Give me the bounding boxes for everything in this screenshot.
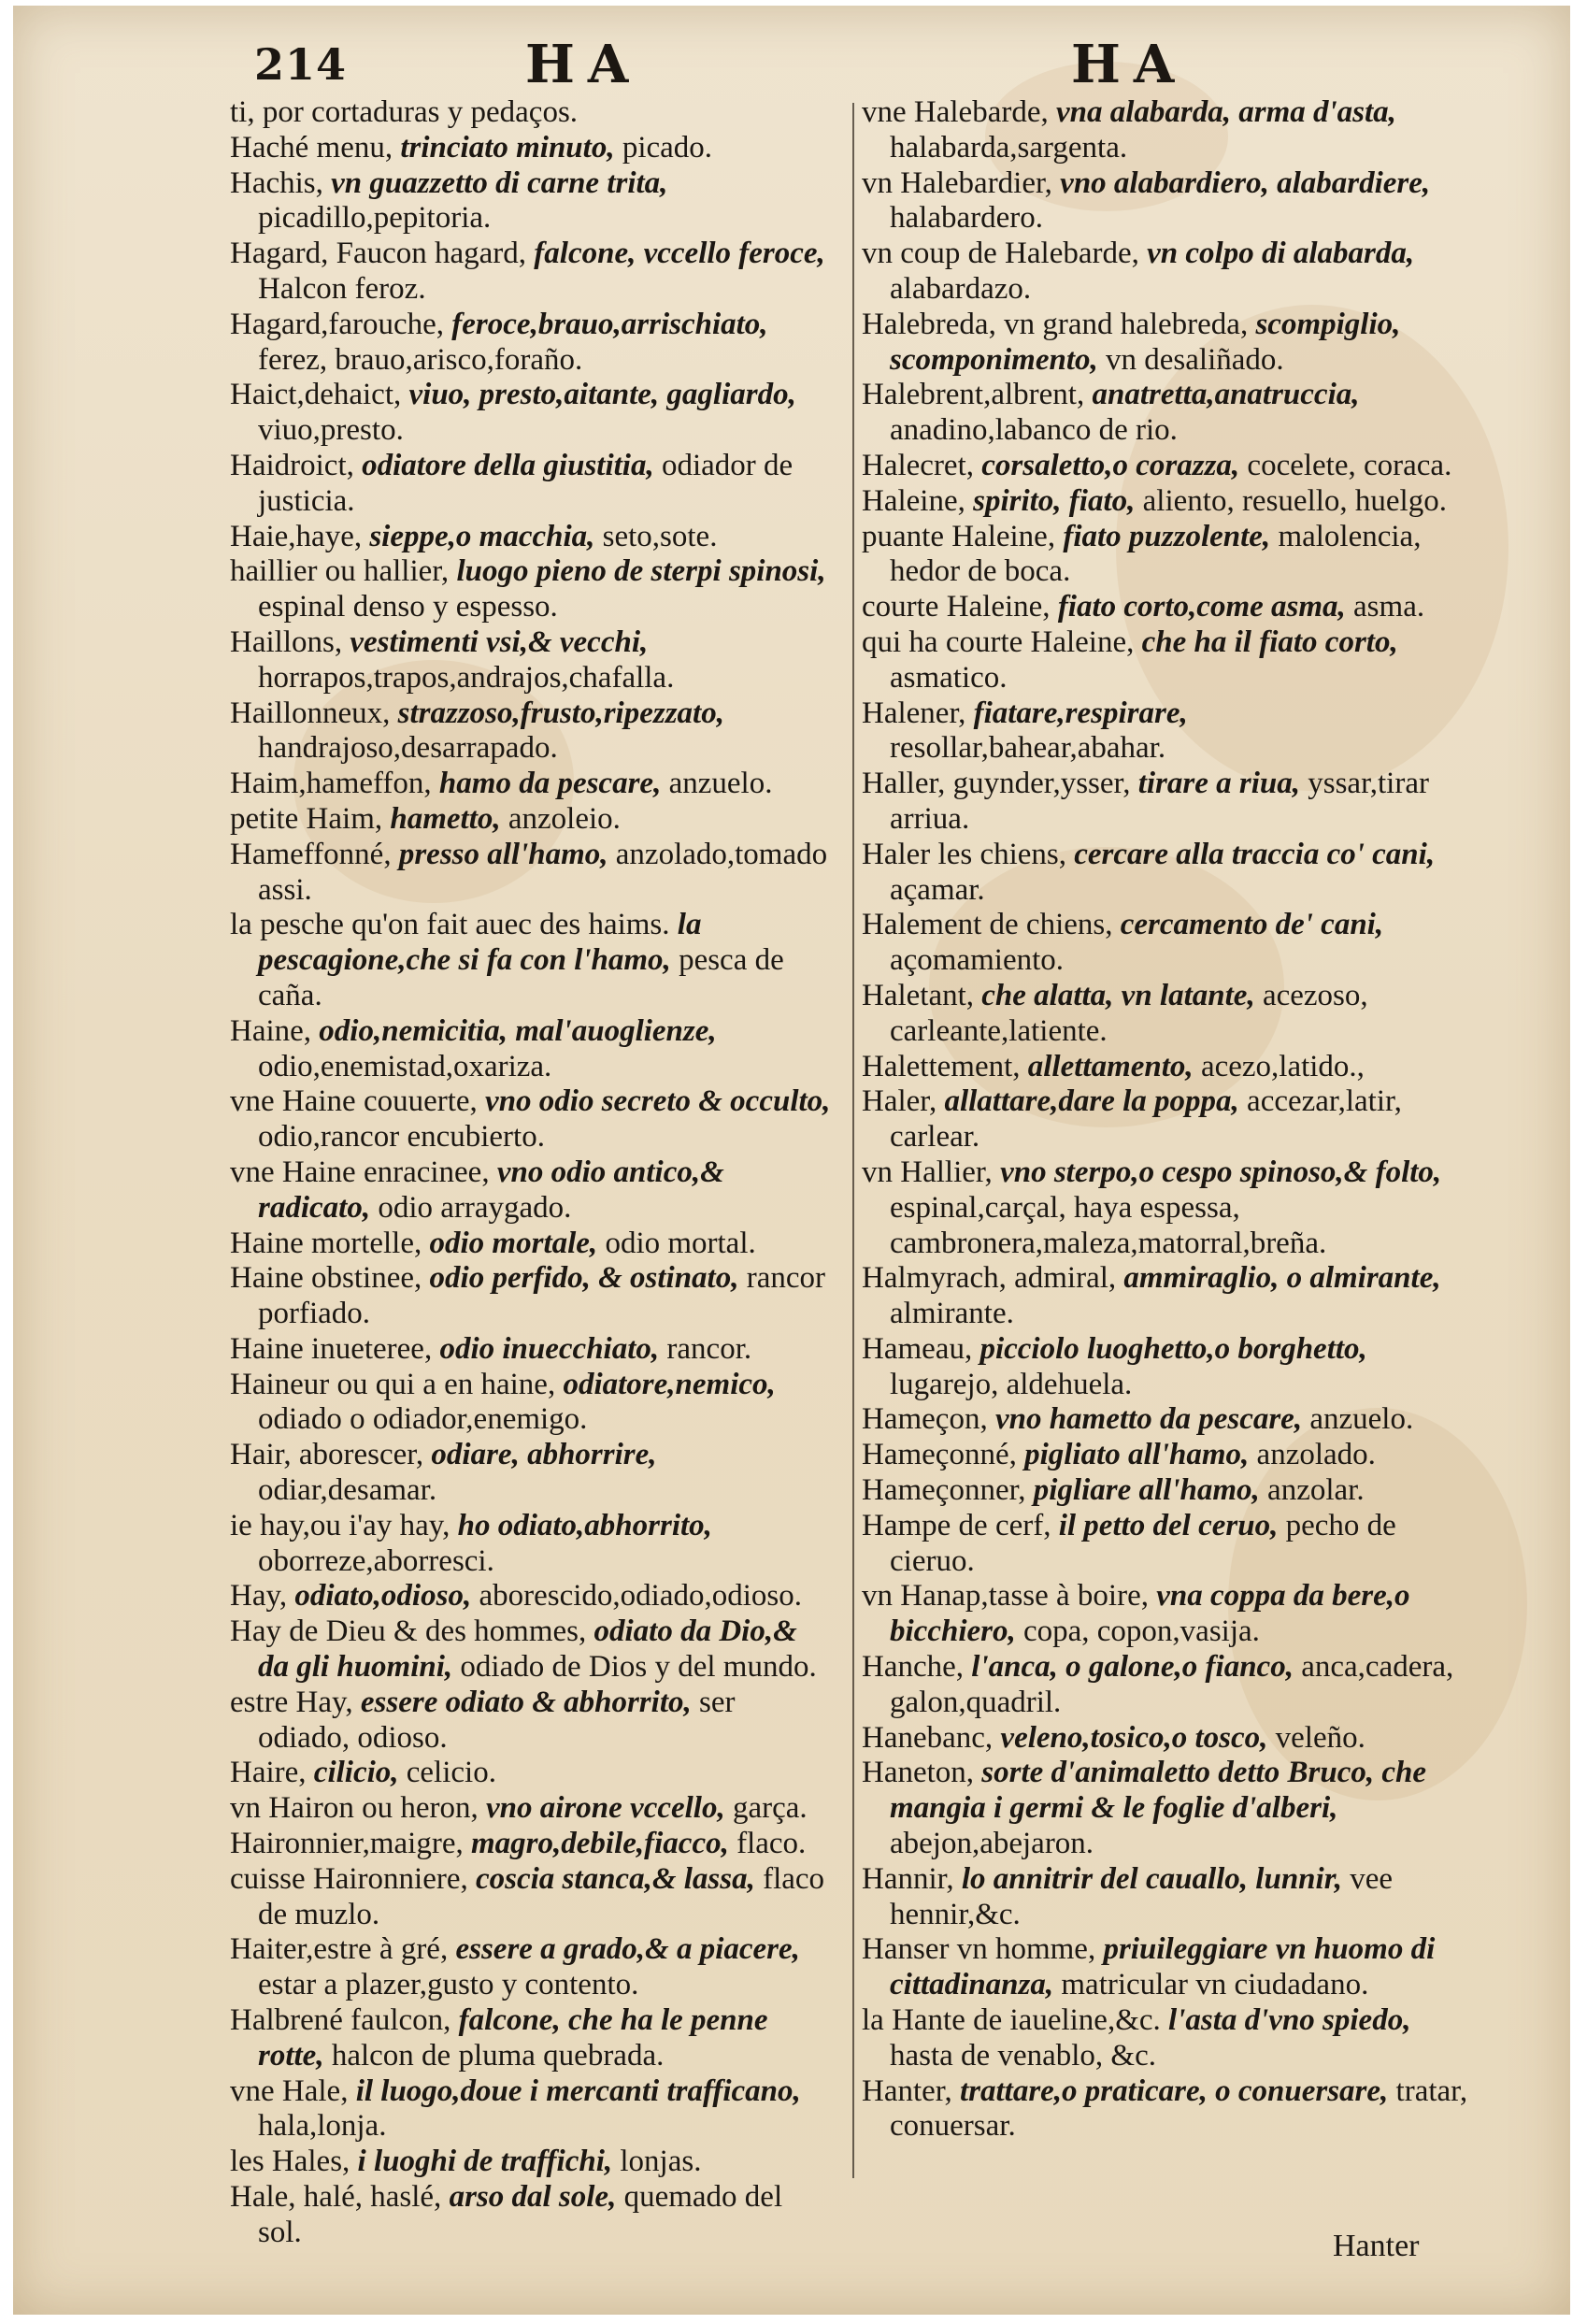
entry-italian: odio inuecchiato,: [439, 1331, 660, 1366]
entry-headword: Halement de chiens,: [862, 908, 1113, 942]
dictionary-entry: [230, 1155, 834, 1227]
dictionary-entry: [862, 378, 1469, 449]
dictionary-entry: [862, 1402, 1469, 1438]
entry-headword: Haiter,estre à gré,: [230, 1932, 449, 1967]
entry-italian: vna alabarda, arma d'asta,: [1055, 95, 1396, 129]
entry-spanish: anca,cadera, galon,quadril.: [890, 1650, 1454, 1719]
entry-italian: vno sterpo,o cespo spinoso,& folto,: [1000, 1155, 1442, 1189]
entry-italian: sorte d'animaletto detto Bruco, che mangia i germi & le foglie d'alberi,: [890, 1756, 1427, 1826]
entry-spanish: horrapos,trapos,andrajos,chafalla.: [258, 660, 675, 695]
entry-headword: Hanebanc,: [862, 1720, 994, 1755]
entry-headword: Hay,: [230, 1579, 288, 1614]
entry-spanish: veleño.: [1275, 1720, 1365, 1755]
entry-italian: fiatare,respirare,: [973, 696, 1188, 730]
entry-headword: courte Haleine,: [862, 590, 1051, 624]
dictionary-entry: [862, 1261, 1469, 1332]
dictionary-entry: [230, 1227, 834, 1262]
entry-italian: odiatore della giustitia,: [362, 448, 654, 482]
entry-italian: vno alabardiero, alabardiere,: [1060, 165, 1431, 200]
dictionary-entry: [230, 449, 834, 520]
entry-spanish: halcon de pluma quebrada.: [331, 2038, 665, 2073]
entry-headword: la Hante de iaueline,&c.: [862, 2003, 1161, 2038]
entry-spanish: acezo,latido.,: [1200, 1049, 1365, 1083]
entry-headword: la pesche qu'on fait auec des haims.: [230, 908, 670, 942]
entry-spanish: odio arraygado.: [378, 1190, 572, 1225]
entry-italian: odio mortale,: [429, 1226, 598, 1260]
dictionary-entry: [862, 1473, 1469, 1509]
entry-spanish: seto,sote.: [602, 519, 718, 553]
entry-italian: vno airone vccello,: [486, 1791, 725, 1826]
entry-italian: che ha il fiato corto,: [1141, 624, 1398, 659]
entry-spanish: aborescido,odiado,odioso.: [479, 1579, 802, 1614]
dictionary-entry: [230, 237, 834, 308]
entry-italian: vestimenti vsi,& vecchi,: [350, 624, 649, 659]
entry-italian: falcone, vccello feroce,: [534, 237, 825, 271]
entry-spanish: odio,rancor encubierto.: [258, 1120, 545, 1155]
dictionary-entry: [230, 625, 834, 696]
entry-spanish: asma.: [1353, 590, 1425, 624]
entry-headword: puante Haleine,: [862, 519, 1056, 553]
entry-spanish: pecho de cieruo.: [890, 1508, 1396, 1578]
entry-spanish: celicio.: [406, 1756, 496, 1790]
entry-spanish: quemado del sol.: [258, 2180, 783, 2249]
dictionary-entry: [862, 838, 1469, 909]
dictionary-entry: [862, 1756, 1469, 1861]
entry-italian: odio perfido, & ostinato,: [429, 1261, 739, 1296]
entry-headword: Hanche,: [862, 1650, 965, 1685]
dictionary-entry: [230, 802, 834, 838]
entry-headword: Haillons,: [230, 624, 343, 659]
entry-italian: essere odiato & abhorrito,: [360, 1685, 692, 1719]
dictionary-entry: [862, 484, 1469, 520]
entry-italian: pigliato all'hamo,: [1024, 1438, 1250, 1472]
entry-spanish: asmatico.: [890, 660, 1008, 695]
entry-italian: vna coppa da bere,o bicchiero,: [890, 1579, 1410, 1649]
dictionary-entry: [862, 449, 1469, 484]
entry-italian: anatretta,anatruccia,: [1092, 378, 1360, 412]
dictionary-entry: [230, 1014, 834, 1085]
dictionary-entry: [862, 1579, 1469, 1650]
dictionary-entry: [230, 520, 834, 555]
entry-spanish: Halcon feroz.: [258, 271, 426, 306]
entry-headword: Hameçon,: [862, 1402, 988, 1437]
entry-headword: Hair, aborescer,: [230, 1438, 424, 1472]
entry-headword: Haine,: [230, 1013, 312, 1048]
entry-headword: cuisse Haironniere,: [230, 1861, 468, 1896]
entry-spanish: anzolar.: [1267, 1473, 1365, 1508]
entry-spanish: malolencia, hedor de boca.: [890, 519, 1422, 589]
entry-headword: Haict,dehaict,: [230, 378, 402, 412]
entry-spanish: odio mortal.: [605, 1226, 756, 1260]
entry-italian: l'anca, o galone,o fianco,: [971, 1650, 1294, 1685]
entry-headword: haillier ou hallier,: [230, 554, 450, 589]
entry-spanish: ferez, brauo,arisco,foraño.: [258, 342, 583, 377]
entry-spanish: ser odiado, odioso.: [258, 1685, 736, 1755]
entry-spanish: abejon,abejaron.: [890, 1827, 1094, 1861]
entry-italian: spirito, fiato,: [973, 483, 1136, 518]
entry-spanish: anadino,labanco de rio.: [890, 413, 1178, 448]
dictionary-entry: [230, 2180, 834, 2251]
entry-headword: vn coup de Halebarde,: [862, 237, 1139, 271]
column-divider: [852, 103, 854, 2178]
dictionary-entry: [230, 1509, 834, 1580]
entry-headword: vn Hallier,: [862, 1155, 993, 1189]
entry-spanish: vn desaliñado.: [1106, 342, 1284, 377]
entry-italian: odio,nemicitia, mal'auoglienze,: [319, 1013, 717, 1048]
entry-italian: luogo pieno de sterpi spinosi,: [456, 554, 826, 589]
entry-italian: vno odio secreto & occulto,: [485, 1084, 831, 1119]
dictionary-entry: [862, 2074, 1469, 2145]
entry-italian: fiato puzzolente,: [1063, 519, 1271, 553]
dictionary-entry: [230, 1438, 834, 1509]
entry-italian: odiatore,nemico,: [563, 1367, 776, 1401]
entry-spanish: anzuelo.: [1309, 1402, 1414, 1437]
entry-italian: lo annitrir del cauallo, lunnir,: [961, 1861, 1342, 1896]
entry-italian: priuileggiare vn huomo di cittadinanza,: [890, 1932, 1436, 2002]
entry-spanish: halabardero.: [890, 201, 1043, 236]
entry-italian: fiato corto,come asma,: [1057, 590, 1346, 624]
entry-spanish: anzoleio.: [508, 801, 621, 836]
entry-italian: i luoghi de traffichi,: [357, 2145, 613, 2179]
dictionary-entry: [230, 2145, 834, 2180]
dictionary-entry: [862, 625, 1469, 696]
entry-spanish: odiar,desamar.: [258, 1473, 437, 1508]
entry-italian: ammiraglio, o almirante,: [1123, 1261, 1441, 1296]
dictionary-entry: [862, 1050, 1469, 1085]
entry-spanish: oborreze,aborresci.: [258, 1543, 494, 1578]
entry-headword: Hannir,: [862, 1861, 954, 1896]
entry-headword: Haller, guynder,ysser,: [862, 767, 1131, 801]
dictionary-entry: [230, 2074, 834, 2145]
entry-italian: odiato,odioso,: [294, 1579, 472, 1614]
entry-headword: Haire,: [230, 1756, 307, 1790]
entry-headword: vne Hale,: [230, 2073, 349, 2108]
dictionary-entry: [230, 767, 834, 802]
entry-headword: Haler,: [862, 1084, 937, 1119]
entry-italian: odiare, abhorrire,: [431, 1438, 657, 1472]
entry-spanish: viuo,presto.: [258, 413, 404, 448]
entry-spanish: almirante.: [890, 1297, 1014, 1331]
entry-headword: Haillonneux,: [230, 696, 391, 730]
entry-spanish: odiado de Dios y del mundo.: [460, 1650, 817, 1685]
entry-italian: l'asta d'vno spiedo,: [1168, 2003, 1411, 2038]
entry-headword: Haletant,: [862, 978, 975, 1012]
entry-spanish: odiado o odiador,enemigo.: [258, 1402, 588, 1437]
entry-headword: Hanter,: [862, 2073, 952, 2108]
entry-italian: trinciato minuto,: [400, 130, 615, 165]
entry-italian: vno odio antico,& radicato,: [258, 1155, 724, 1225]
entry-spanish: vee hennir,&c.: [890, 1861, 1394, 1931]
dictionary-entry: [230, 95, 834, 131]
entry-headword: Haidroict,: [230, 448, 354, 482]
entry-italian: trattare,o praticare, o conuersare,: [959, 2073, 1389, 2108]
entry-headword: Halmyrach, admiral,: [862, 1261, 1117, 1296]
entry-headword: vne Halebarde,: [862, 95, 1049, 129]
entry-headword: Haironnier,maigre,: [230, 1827, 464, 1861]
entry-headword: Hampe de cerf,: [862, 1508, 1051, 1542]
entry-headword: Haine mortelle,: [230, 1226, 422, 1260]
dictionary-entry: [230, 1932, 834, 2003]
entry-spanish: rancor.: [666, 1331, 752, 1366]
entry-spanish: aliento, resuello, huelgo.: [1142, 483, 1447, 518]
catchword: Hanter: [1333, 2229, 1420, 2263]
dictionary-entry: [230, 908, 834, 1013]
dictionary-entry: [230, 1686, 834, 1757]
dictionary-entry: [230, 1084, 834, 1155]
entry-headword: Haine obstinee,: [230, 1261, 422, 1296]
entry-spanish: halabarda,sargenta.: [890, 130, 1128, 165]
right-column: [862, 95, 1469, 2145]
entry-italian: coscia stanca,& lassa,: [476, 1861, 755, 1896]
entry-spanish: açamar.: [890, 872, 985, 907]
entry-spanish: espinal denso y espesso.: [258, 590, 558, 624]
running-head-right: HA: [1071, 34, 1188, 95]
entry-italian: arso dal sole,: [449, 2180, 617, 2215]
dictionary-entry: [230, 1579, 834, 1614]
entry-headword: les Hales,: [230, 2145, 350, 2179]
dictionary-entry: [862, 1438, 1469, 1473]
dictionary-entry: [862, 979, 1469, 1050]
dictionary-entry: [862, 1155, 1469, 1261]
entry-spanish: anzolado,tomado assi.: [258, 837, 828, 907]
entry-spanish: accezar,latir, carlear.: [890, 1084, 1402, 1155]
entry-spanish: espinal,carçal, haya espessa, cambronera,maleza,matorral,breña.: [890, 1190, 1327, 1260]
entry-headword: Haneton,: [862, 1756, 975, 1790]
entry-headword: Haie,haye,: [230, 519, 363, 553]
entry-headword: Hameçonné,: [862, 1438, 1017, 1472]
entry-italian: pigliare all'hamo,: [1033, 1473, 1260, 1508]
entry-italian: strazzoso,frusto,ripezzato,: [397, 696, 724, 730]
dictionary-entry: [230, 1332, 834, 1368]
entry-italian: veleno,tosico,o tosco,: [1000, 1720, 1268, 1755]
entry-headword: Hanser vn homme,: [862, 1932, 1096, 1967]
entry-headword: Haler les chiens,: [862, 837, 1066, 871]
entry-italian: la pescagione,che si fa con l'hamo,: [258, 908, 702, 978]
entry-italian: presso all'hamo,: [398, 837, 608, 871]
entry-italian: cilicio,: [313, 1756, 399, 1790]
dictionary-entry: [230, 1862, 834, 1933]
entry-italian: hametto,: [390, 801, 501, 836]
entry-headword: ie hay,ou i'ay hay,: [230, 1508, 450, 1542]
entry-spanish: flaco.: [736, 1827, 807, 1861]
entry-spanish: estar a plazer,gusto y contento.: [258, 1968, 639, 2002]
entry-spanish: alabardazo.: [890, 271, 1032, 306]
entry-spanish: lugarejo, aldehuela.: [890, 1367, 1133, 1401]
entry-headword: Haleine,: [862, 483, 965, 518]
dictionary-entry: [862, 767, 1469, 838]
entry-spanish: yssar,tirar arriua.: [890, 767, 1429, 836]
entry-headword: vne Haine couuerte,: [230, 1084, 478, 1119]
entry-spanish: hasta de venablo, &c.: [890, 2038, 1156, 2073]
dictionary-entry: [862, 520, 1469, 591]
entry-headword: vn Halebardier,: [862, 165, 1052, 200]
dictionary-entry: [230, 308, 834, 379]
dictionary-entry: [862, 696, 1469, 767]
dictionary-entry: [230, 2003, 834, 2074]
dictionary-entry: [862, 1862, 1469, 1933]
entry-spanish: picado.: [622, 130, 713, 165]
entry-headword: estre Hay,: [230, 1685, 353, 1719]
entry-italian: allettamento,: [1027, 1049, 1194, 1083]
dictionary-entry: [862, 308, 1469, 379]
running-head-left: HA: [525, 34, 642, 95]
entry-italian: feroce,brauo,arrischiato,: [451, 307, 768, 341]
entry-spanish: tratar, conuersar.: [890, 2073, 1468, 2144]
entry-spanish: anzuelo.: [668, 767, 773, 801]
entry-spanish: flaco de muzlo.: [258, 1861, 825, 1931]
entry-italian: cercamento de' cani,: [1120, 908, 1384, 942]
entry-italian: falcone, che ha le penne rotte,: [258, 2003, 768, 2073]
entry-headword: Halener,: [862, 696, 966, 730]
dictionary-entry: [862, 166, 1469, 237]
entry-headword: petite Haim,: [230, 801, 383, 836]
left-column: [230, 95, 834, 2251]
dictionary-entry: [862, 95, 1469, 166]
entry-headword: Halettement,: [862, 1049, 1021, 1083]
entry-spanish: rancor porfiado.: [258, 1261, 825, 1331]
dictionary-entry: [862, 237, 1469, 308]
dictionary-entry: [230, 166, 834, 237]
entry-spanish: ti, por cortaduras y pedaços.: [230, 95, 579, 129]
entry-headword: Haim,hameffon,: [230, 767, 432, 801]
entry-headword: vne Haine enracinee,: [230, 1155, 490, 1189]
entry-spanish: açomamiento.: [890, 943, 1065, 978]
entry-headword: Hale, halé, haslé,: [230, 2180, 442, 2215]
entry-italian: viuo, presto,aitante, gagliardo,: [408, 378, 796, 412]
dictionary-entry: [230, 131, 834, 166]
dictionary-entry: [230, 1261, 834, 1332]
entry-spanish: picadillo,pepitoria.: [258, 201, 492, 236]
entry-italian: vn guazzetto di carne trita,: [331, 165, 668, 200]
dictionary-entry: [230, 1791, 834, 1827]
dictionary-entry: [230, 838, 834, 909]
entry-italian: ho odiato,abhorrito,: [457, 1508, 712, 1542]
entry-headword: Halecret,: [862, 448, 974, 482]
entry-italian: tirare a riua,: [1137, 767, 1300, 801]
dictionary-entry: [862, 1650, 1469, 1721]
entry-italian: che alatta, vn latante,: [981, 978, 1255, 1012]
entry-headword: Halbrené faulcon,: [230, 2003, 451, 2038]
entry-spanish: pesca de caña.: [258, 943, 784, 1012]
entry-headword: Haine inueteree,: [230, 1331, 433, 1366]
entry-italian: cercare alla traccia co' cani,: [1074, 837, 1436, 871]
entry-italian: magro,debile,fiacco,: [471, 1827, 729, 1861]
dictionary-entry: [862, 1932, 1469, 2003]
entry-headword: qui ha courte Haleine,: [862, 624, 1135, 659]
dictionary-entry: [862, 1332, 1469, 1403]
dictionary-entry: [230, 378, 834, 449]
dictionary-entry: [230, 1756, 834, 1791]
entry-spanish: matricular vn ciudadano.: [1061, 1968, 1369, 2002]
dictionary-entry: [862, 2003, 1469, 2074]
entry-headword: vn Hairon ou heron,: [230, 1791, 479, 1826]
entry-headword: Halebreda, vn grand halebreda,: [862, 307, 1249, 341]
entry-headword: Hay de Dieu & des hommes,: [230, 1614, 587, 1649]
dictionary-entry: [230, 696, 834, 767]
entry-italian: allattare,dare la poppa,: [944, 1084, 1239, 1119]
entry-headword: Hameçonner,: [862, 1473, 1026, 1508]
entry-italian: vn colpo di alabarda,: [1147, 237, 1415, 271]
entry-italian: hamo da pescare,: [438, 767, 662, 801]
dictionary-entry: [862, 1721, 1469, 1757]
entry-spanish: handrajoso,desarrapado.: [258, 731, 558, 766]
entry-spanish: lonjas.: [620, 2145, 702, 2179]
entry-italian: essere a grado,& a piacere,: [455, 1932, 800, 1967]
dictionary-entry: [862, 1084, 1469, 1155]
entry-spanish: garça.: [732, 1791, 808, 1826]
entry-headword: Hameau,: [862, 1331, 973, 1366]
entry-italian: sieppe,o macchia,: [369, 519, 595, 553]
entry-spanish: copa, copon,vasija.: [1022, 1614, 1260, 1649]
dictionary-entry: [230, 1827, 834, 1862]
entry-headword: vn Hanap,tasse à boire,: [862, 1579, 1149, 1614]
entry-headword: Haché menu,: [230, 130, 393, 165]
entry-headword: Hameffonné,: [230, 837, 392, 871]
entry-spanish: anzolado.: [1256, 1438, 1376, 1472]
dictionary-entry: [862, 1509, 1469, 1580]
dictionary-entry: [862, 590, 1469, 625]
entry-spanish: cocelete, coraca.: [1247, 448, 1452, 482]
entry-spanish: odio,enemistad,oxariza.: [258, 1049, 552, 1083]
entry-headword: Hagard,farouche,: [230, 307, 445, 341]
entry-italian: vno hametto da pescare,: [994, 1402, 1303, 1437]
entry-spanish: odiador de justicia.: [258, 448, 794, 518]
dictionary-entry: [230, 1368, 834, 1439]
entry-italian: corsaletto,o corazza,: [981, 448, 1240, 482]
entry-italian: il petto del ceruo,: [1058, 1508, 1279, 1542]
entry-headword: Hachis,: [230, 165, 323, 200]
entry-spanish: hala,lonja.: [258, 2109, 387, 2144]
entry-italian: picciolo luoghetto,o borghetto,: [979, 1331, 1367, 1366]
dictionary-entry: [230, 554, 834, 625]
dictionary-entry: [862, 908, 1469, 979]
dictionary-entry: [230, 1614, 834, 1686]
entry-headword: Haineur ou qui a en haine,: [230, 1367, 556, 1401]
entry-headword: Hagard, Faucon hagard,: [230, 237, 527, 271]
entry-italian: scompiglio, scomponimento,: [890, 307, 1401, 377]
entry-italian: il luogo,doue i mercanti trafficano,: [355, 2073, 801, 2108]
entry-headword: Halebrent,albrent,: [862, 378, 1085, 412]
entry-spanish: resollar,bahear,abahar.: [890, 731, 1166, 766]
page-number: 214: [254, 39, 348, 90]
book-page: [13, 6, 1570, 2315]
entry-spanish: acezoso, carleante,latiente.: [890, 978, 1368, 1048]
entry-italian: odiato da Dio,& da gli huomini,: [258, 1614, 797, 1685]
